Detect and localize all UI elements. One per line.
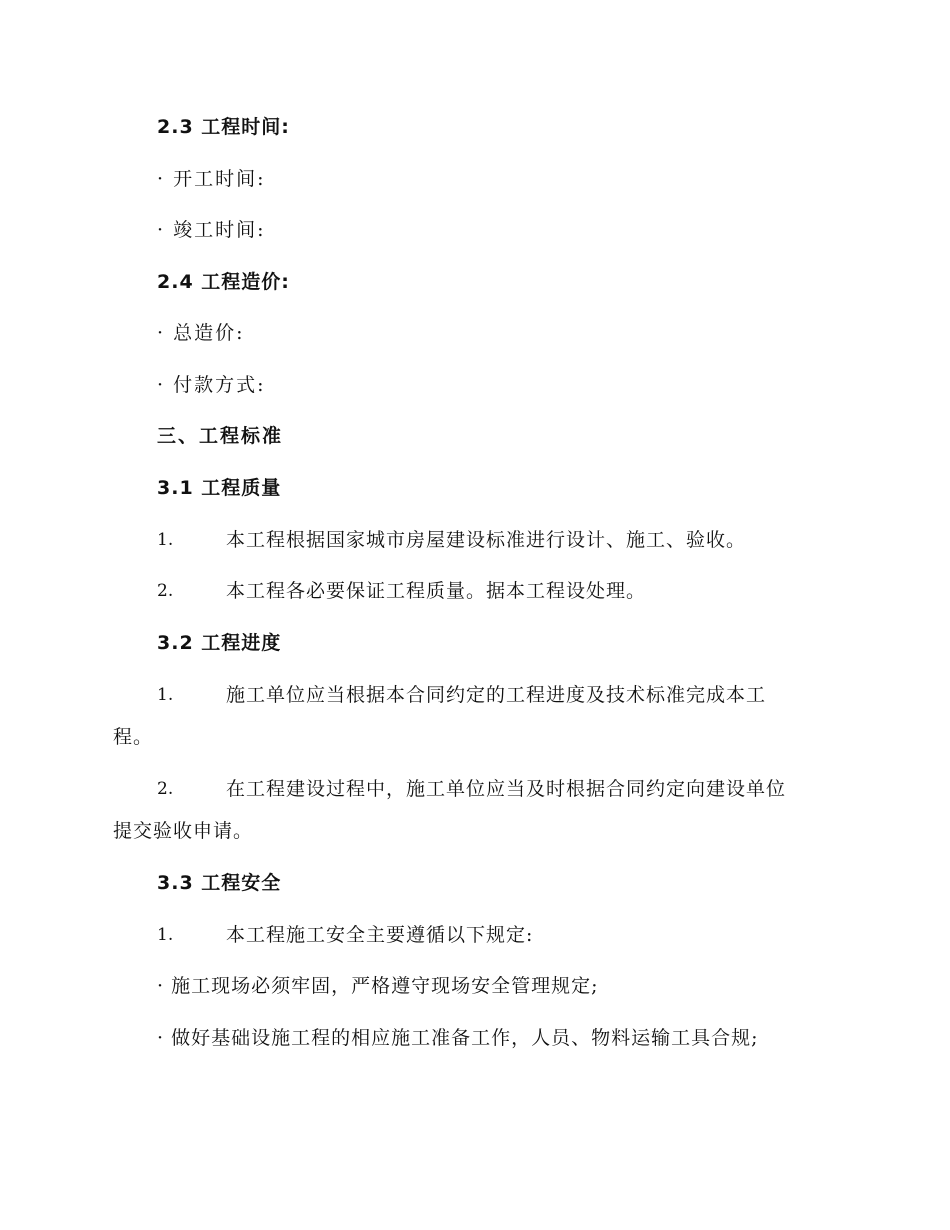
bullet-end-time: · 竣工时间: [157, 219, 266, 241]
section-heading-3-3: 3.3 工程安全 [157, 872, 282, 894]
safety-item-1-number: 1. [157, 925, 174, 945]
safety-bullet-1: · 施工现场必须牢固，严格遵守现场安全管理规定; [157, 975, 599, 997]
progress-item-1-text-line-2: 程。 [113, 726, 154, 748]
section-heading-2-3: 2.3 工程时间: [157, 116, 290, 138]
quality-item-1-text: 本工程根据国家城市房屋建设标准进行设计、施工、验收。 [226, 529, 747, 551]
progress-item-1-number: 1. [157, 685, 174, 705]
bullet-start-time: · 开工时间: [157, 168, 266, 190]
safety-item-1-text: 本工程施工安全主要遵循以下规定: [226, 924, 534, 946]
section-heading-3-2: 3.2 工程进度 [157, 632, 282, 654]
safety-bullet-2: · 做好基础设施工程的相应施工准备工作，人员、物料运输工具合规; [157, 1027, 759, 1049]
section-heading-3-1: 3.1 工程质量 [157, 477, 282, 499]
quality-item-1-number: 1. [157, 530, 174, 550]
section-heading-2-4: 2.4 工程造价: [157, 271, 290, 293]
bullet-total-cost: · 总造价: [157, 322, 245, 344]
progress-item-2-text-line-2: 提交验收申请。 [113, 820, 254, 842]
bullet-payment-method: · 付款方式: [157, 374, 266, 396]
chapter-heading-3: 三、工程标准 [157, 425, 284, 447]
quality-item-2-text: 本工程各必要保证工程质量。据本工程设处理。 [226, 580, 647, 602]
progress-item-1-text-line-1: 施工单位应当根据本合同约定的工程进度及技术标准完成本工 [226, 684, 767, 706]
quality-item-2-number: 2. [157, 581, 174, 601]
progress-item-2-text-line-1: 在工程建设过程中，施工单位应当及时根据合同约定向建设单位 [226, 778, 787, 800]
progress-item-2-number: 2. [157, 779, 174, 799]
